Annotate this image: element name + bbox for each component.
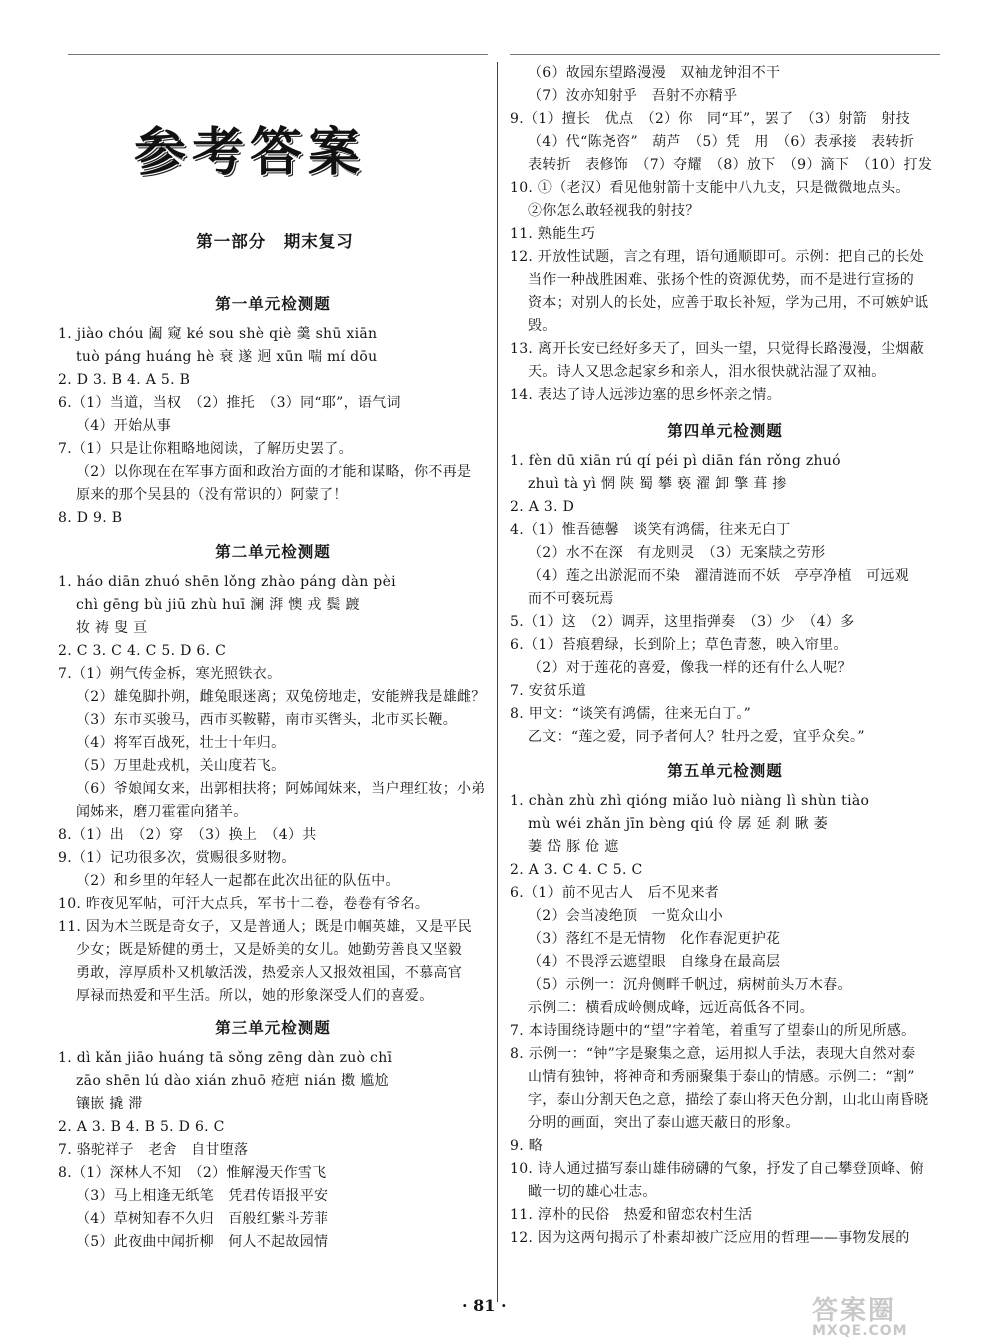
answer-line: 8. D 9. B <box>58 510 123 526</box>
section-title-unit4: 第四单元检测题 <box>667 421 783 440</box>
answer-line: （4）莲之出淤泥而不染 濯清涟而不妖 亭亭净植 可远观 <box>528 568 910 584</box>
answer-line: （5）万里赴戎机，关山度若飞。 <box>76 758 286 774</box>
answer-line: （2）对于莲花的喜爱，像我一样的还有什么人呢？ <box>528 660 852 676</box>
answer-line: 9.（1）记功很多次，赏赐很多财物。 <box>58 850 296 866</box>
answer-line: （4）草树知春不久归 百般红紫斗芳菲 <box>76 1211 329 1227</box>
answer-line: 8.（1）深林人不知 （2）惟解漫天作雪飞 <box>58 1165 327 1181</box>
answer-line: （3）马上相逢无纸笔 凭君传语报平安 <box>76 1188 329 1204</box>
top-rule-right <box>510 54 940 55</box>
answer-line: 6.（1）苔痕碧绿，长到阶上；草色青葱，映入帘里。 <box>510 637 848 653</box>
answer-line: 2. A 3. B 4. B 5. D 6. C <box>58 1119 225 1135</box>
answer-line: chì gēng bù jiū zhù huī 澜 湃 懊 戎 鬓 踱 <box>76 597 360 613</box>
answer-line: （2）和乡里的年轻人一起都在此次出征的队伍中。 <box>76 873 400 889</box>
answer-line: ②你怎么敢轻视我的射技？ <box>528 203 700 219</box>
answer-line: 字，泰山分割天色之意，描绘了泰山将天色分割，山北山南昏晓 <box>528 1092 929 1108</box>
answer-line: （4）代“陈尧咨” 葫芦 （5）凭 用 （6）表承接 表转折 <box>528 134 915 150</box>
answer-line: 乙文：“莲之爱，同予者何人？牡丹之爱，宜乎众矣。” <box>528 729 865 745</box>
watermark-url: MXQE.COM <box>812 1323 908 1339</box>
answer-line: 8.（1）出 （2）穿 （3）换上 （4）共 <box>58 827 317 843</box>
answer-line: 瞰一切的雄心壮志。 <box>528 1184 657 1200</box>
answer-line: 1. fèn dū xiān rú qí péi pì diān fán rǒng zhuó <box>510 453 841 469</box>
answer-line: 9. 略 <box>510 1138 544 1154</box>
answer-line: zhuì tà yì 惘 陕 蜀 攀 亵 濯 卸 擎 葺 掺 <box>528 476 787 492</box>
answer-line: mù wéi zhǎn jīn bèng qiú 伶 孱 延 刹 瞅 萎 <box>528 816 829 832</box>
answer-line: 6.（1）当道，当权 （2）推托 （3）同“耶”，语气词 <box>58 395 401 411</box>
answer-line: 12. 因为这两句揭示了朴素却被广泛应用的哲理——事物发展的 <box>510 1230 910 1246</box>
answer-line: 14. 表达了诗人远涉边塞的思乡怀亲之情。 <box>510 387 782 403</box>
answer-line: 分明的画面，突出了泰山遮天蔽日的形象。 <box>528 1115 800 1131</box>
answer-line: 勇敢，淳厚质朴又机敏活泼，热爱亲人又报效祖国，不慕高官 <box>76 965 463 981</box>
answer-line: 天。诗人又思念起家乡和亲人，泪水很快就沾湿了双袖。 <box>528 364 886 380</box>
answer-line: 7. 安贫乐道 <box>510 683 586 699</box>
answer-line: 6.（1）前不见古人 后不见来者 <box>510 885 720 901</box>
answer-line: 厚禄而热爱和平生活。所以，她的形象深受人们的喜爱。 <box>76 988 434 1004</box>
answer-line: （5）示例一：沉舟侧畔千帆过，病树前头万木春。 <box>528 977 852 993</box>
answer-line: 1. dì kǎn jiāo huáng tā sǒng zēng dàn zuò chī <box>58 1050 393 1066</box>
column-divider <box>497 62 498 1302</box>
unit1-answers <box>58 323 488 530</box>
unit5-answers <box>510 790 940 1250</box>
answer-line: （2）水不在深 有龙则灵 （3）无案牍之劳形 <box>528 545 826 561</box>
answer-line: 11. 熟能生巧 <box>510 226 596 242</box>
answer-line: 闻姊来，磨刀霍霍向猪羊。 <box>76 804 248 820</box>
section-title-unit2: 第二单元检测题 <box>215 542 331 561</box>
top-rule-left <box>68 54 488 55</box>
answer-line: 1. chàn zhù zhì qióng miǎo luò niàng lì shùn tiào <box>510 793 870 809</box>
answer-line: 7. 本诗围绕诗题中的“望”字着笔，着重写了望泰山的所见所感。 <box>510 1023 916 1039</box>
answer-line: （5）此夜曲中闻折柳 何人不起故园情 <box>76 1234 329 1250</box>
section-title-unit1: 第一单元检测题 <box>215 294 331 313</box>
left-column <box>58 284 488 1254</box>
answer-line: 10. ①（老汉）看见他射箭十支能中八九支，只是微微地点头。 <box>510 180 910 196</box>
answer-line: 7.（1）朔气传金柝，寒光照铁衣。 <box>58 666 282 682</box>
answer-line: （2）以你现在在军事方面和政治方面的才能和谋略，你不再是 <box>76 464 472 480</box>
unit4-answers <box>510 450 940 749</box>
part-title: 第一部分 期末复习 <box>196 232 354 251</box>
answer-line: 13. 离开长安已经好多天了，回头一望，只觉得长路漫漫，尘烟蔽 <box>510 341 925 357</box>
answer-line: 资本；对别人的长处，应善于取长补短，学为己用，不可嫉妒诋 <box>528 295 929 311</box>
answer-line: 萋 岱 豚 伧 遮 <box>528 839 619 855</box>
answer-line: 而不可亵玩焉 <box>528 591 614 607</box>
answer-line: 2. C 3. C 4. C 5. D 6. C <box>58 643 227 659</box>
answer-line: （6）爷娘闻女来，出郭相扶将；阿姊闻妹来，当户理红妆；小弟 <box>76 781 486 797</box>
answer-line: 镶嵌 撬 滞 <box>76 1096 143 1112</box>
answer-line: 5.（1）这 （2）调弄，这里指弹奏 （3）少 （4）多 <box>510 614 855 630</box>
right-column <box>510 62 940 1250</box>
answer-line: zāo shēn lú dào xián zhuō 疮疤 nián 擞 尴尬 <box>76 1073 389 1089</box>
answer-line: 11. 因为木兰既是奇女子，又是普通人；既是巾帼英雄，又是平民 <box>58 919 473 935</box>
section-title-unit5: 第五单元检测题 <box>667 761 783 780</box>
answer-line: （7）汝亦知射乎 吾射不亦精乎 <box>528 88 738 104</box>
answer-line: 毁。 <box>528 318 557 334</box>
answer-line: 12. 开放性试题，言之有理，语句通顺即可。示例：把自己的长处 <box>510 249 925 265</box>
section-title-unit3: 第三单元检测题 <box>215 1018 331 1037</box>
answer-line: （6）故园东望路漫漫 双袖龙钟泪不干 <box>528 65 781 81</box>
answer-line: 10. 诗人通过描写泰山雄伟磅礴的气象，抒发了自己攀登顶峰、俯 <box>510 1161 925 1177</box>
answer-line: （3）落红不是无情物 化作春泥更护花 <box>528 931 781 947</box>
answer-line: 1. jiào chóu 阖 窥 ké sou shè qiè 羹 shū xiān <box>58 326 378 342</box>
answer-line: tuò páng huáng hè 衰 遂 迥 xūn 喘 mí dōu <box>76 349 378 365</box>
answer-line: 少女；既是矫健的勇士，又是娇美的女儿。她勤劳善良又坚毅 <box>76 942 463 958</box>
answer-line: 11. 淳朴的民俗 热爱和留恋农村生活 <box>510 1207 753 1223</box>
watermark-text: 答案圈 <box>812 1296 897 1326</box>
answer-line: 山情有独钟，将神奇和秀丽聚集于泰山的情感。示例二：“割” <box>528 1069 915 1085</box>
answer-line: 7. 骆驼祥子 老舍 自甘堕落 <box>58 1142 249 1158</box>
answer-line: 9.（1）擅长 优点 （2）你 同“耳”，罢了 （3）射箭 射技 <box>510 111 910 127</box>
page-number: · 81 · <box>462 1296 507 1315</box>
answer-line: 4.（1）惟吾德馨 谈笑有鸿儒，往来无白丁 <box>510 522 791 538</box>
answer-line: 表转折 表修饰 （7）夺耀 （8）放下 （9）滴下 （10）打发 <box>528 157 933 173</box>
answer-line: 2. D 3. B 4. A 5. B <box>58 372 191 388</box>
answer-line: （4）开始从事 <box>76 418 172 434</box>
answer-line: 当作一种战胜困难、张扬个性的资源优势，而不是进行宣扬的 <box>528 272 915 288</box>
watermark-logo <box>812 1290 962 1339</box>
answer-line: 10. 昨夜见军帖，可汗大点兵，军书十二卷，卷卷有爷名。 <box>58 896 430 912</box>
answer-line: 1. háo diān zhuó shēn lǒng zhào páng dàn pèi <box>58 574 396 590</box>
answer-line: 示例二：横看成岭侧成峰，远近高低各不同。 <box>528 1000 814 1016</box>
unit2-answers <box>58 571 488 1008</box>
answer-line: 原来的那个吴县的（没有常识的）阿蒙了！ <box>76 487 348 503</box>
answer-line: （2）雄兔脚扑朔，雌兔眼迷离；双兔傍地走，安能辨我是雄雌？ <box>76 689 486 705</box>
answer-line: 7.（1）只是让你粗略地阅读，了解历史罢了。 <box>58 441 353 457</box>
unit3-answers-continued <box>510 62 940 407</box>
answer-line: （3）东市买骏马，西市买鞍鞯，南市买辔头，北市买长鞭。 <box>76 712 458 728</box>
answer-line: 妆 祷 叟 亘 <box>76 620 148 636</box>
page-title: 参考答案 <box>133 123 366 183</box>
answer-line: 2. A 3. D <box>510 499 575 515</box>
answer-line: 2. A 3. C 4. C 5. C <box>510 862 643 878</box>
answer-line: 8. 甲文：“谈笑有鸿儒，往来无白丁。” <box>510 706 752 722</box>
answer-line: 8. 示例一：“钟”字是聚集之意，运用拟人手法，表现大自然对泰 <box>510 1046 916 1062</box>
answer-line: （4）将军百战死，壮士十年归。 <box>76 735 286 751</box>
unit3-answers <box>58 1047 488 1254</box>
answer-line: （2）会当凌绝顶 一览众山小 <box>528 908 724 924</box>
answer-line: （4）不畏浮云遮望眼 自缘身在最高层 <box>528 954 781 970</box>
